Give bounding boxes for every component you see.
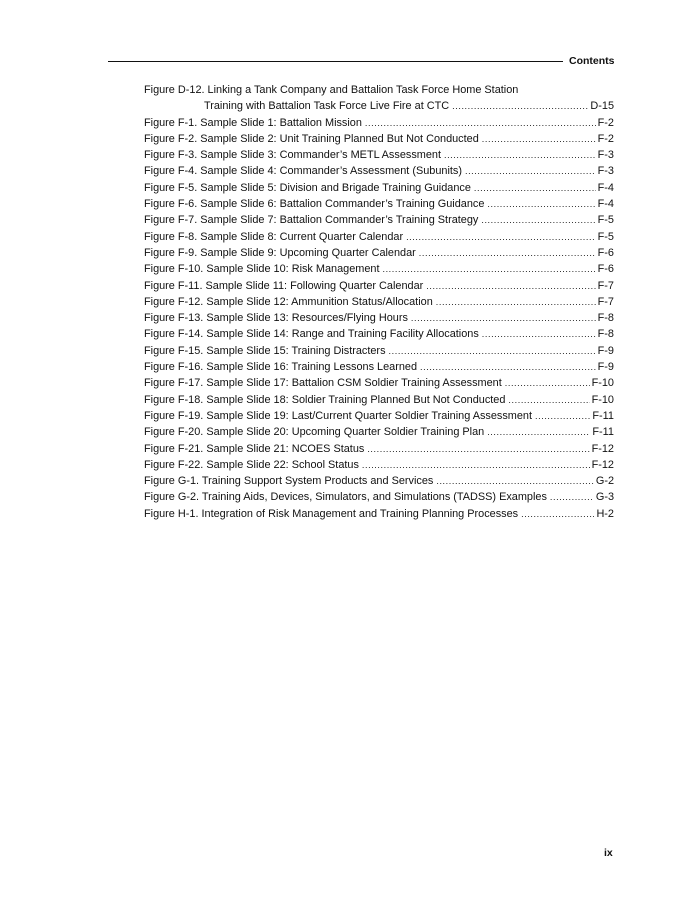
toc-entry-title: Figure F-3. Sample Slide 3: Commander’s METL Assessment (144, 149, 441, 162)
dot-leader (382, 261, 595, 277)
dot-leader (389, 343, 596, 359)
dot-leader (487, 424, 590, 440)
toc-entry-title: Figure F-15. Sample Slide 15: Training Distracters (144, 344, 386, 357)
list-of-figures (144, 82, 614, 522)
toc-entry-page: F-8 (597, 312, 614, 325)
toc-entry-title: Figure F-2. Sample Slide 2: Unit Training Planned But Not Conducted (144, 132, 479, 145)
toc-entry-title: Figure F-5. Sample Slide 5: Division and Brigade Training Guidance (144, 181, 471, 194)
toc-entry-page: F-3 (597, 149, 614, 162)
dot-leader (426, 278, 595, 294)
toc-entry-page: F-4 (597, 198, 614, 211)
dot-leader (505, 375, 590, 391)
toc-entry-title: Figure F-16. Sample Slide 16: Training Lessons Learned (144, 361, 418, 374)
toc-entry[interactable] (144, 408, 614, 424)
toc-entry-title: Training with Battalion Task Force Live Fire at CTC (204, 100, 450, 113)
toc-entry[interactable] (144, 229, 614, 245)
toc-entry[interactable] (144, 310, 614, 326)
toc-entry-page: F-6 (597, 263, 614, 276)
toc-entry-page: F-9 (597, 361, 614, 374)
toc-entry-title: Figure F-20. Sample Slide 20: Upcoming Quarter Soldier Training Plan (144, 426, 485, 439)
toc-entry-title: Figure F-18. Sample Slide 18: Soldier Training Planned But Not Conducted (144, 393, 506, 406)
toc-entry[interactable] (144, 212, 614, 228)
toc-entry-page: D-15 (590, 100, 614, 113)
toc-entry-title: Figure F-13. Sample Slide 13: Resources/Flying Hours (144, 312, 408, 325)
toc-entry-page: F-2 (597, 116, 614, 129)
toc-entry-page: F-10 (591, 393, 614, 406)
toc-entry-title: Figure F-22. Sample Slide 22: School Status (144, 458, 359, 471)
dot-leader (465, 163, 596, 179)
dot-leader (481, 212, 595, 228)
toc-entry[interactable] (144, 375, 614, 391)
toc-entry-page: F-7 (597, 295, 614, 308)
toc-entry-page: H-2 (596, 507, 614, 520)
toc-entry-page: F-11 (592, 426, 614, 439)
dot-leader (550, 489, 594, 505)
toc-entry-page: F-6 (597, 246, 614, 259)
toc-entry-title: Figure D-12. Linking a Tank Company and Battalion Task Force Home Station (144, 84, 519, 96)
toc-entry-title: Figure F-7. Sample Slide 7: Battalion Commander’s Training Strategy (144, 214, 479, 227)
toc-entry-title: Figure F-12. Sample Slide 12: Ammunition Status/Allocation (144, 295, 433, 308)
toc-entry-title: Figure F-8. Sample Slide 8: Current Quarter Calendar (144, 230, 404, 243)
toc-entry-page: F-12 (591, 458, 614, 471)
toc-entry-page: F-3 (597, 165, 614, 178)
toc-entry[interactable] (144, 343, 614, 359)
dot-leader (508, 392, 589, 408)
toc-entry[interactable] (144, 245, 614, 261)
toc-entry-page: F-9 (597, 344, 614, 357)
toc-entry-title: Figure F-10. Sample Slide 10: Risk Management (144, 263, 380, 276)
toc-entry[interactable] (144, 457, 614, 473)
toc-entry-title: Figure F-4. Sample Slide 4: Commander’s Assessment (Subunits) (144, 165, 462, 178)
running-header-title: Contents (569, 55, 615, 67)
toc-entry-title: Figure G-1. Training Support System Products and Services (144, 475, 434, 488)
toc-entry-page: F-5 (597, 230, 614, 243)
toc-entry[interactable] (144, 180, 614, 196)
toc-entry-title: Figure F-19. Sample Slide 19: Last/Current Quarter Soldier Training Assessment (144, 409, 533, 422)
toc-entry-page: F-8 (597, 328, 614, 341)
toc-entry-title: Figure F-11. Sample Slide 11: Following Quarter Calendar (144, 279, 424, 292)
dot-leader (411, 310, 596, 326)
dot-leader (444, 147, 596, 163)
header-rule (108, 61, 563, 62)
toc-entry-page: F-12 (591, 442, 614, 455)
dot-leader (521, 506, 594, 522)
dot-leader (406, 229, 596, 245)
toc-entry-title: Figure F-21. Sample Slide 21: NCOES Status (144, 442, 365, 455)
toc-entry-page: F-7 (597, 279, 614, 292)
toc-entry[interactable] (144, 278, 614, 294)
dot-leader (436, 294, 596, 310)
toc-entry[interactable] (144, 261, 614, 277)
dot-leader (436, 473, 594, 489)
dot-leader (535, 408, 590, 424)
toc-entry[interactable] (144, 489, 614, 505)
dot-leader (482, 326, 596, 342)
dot-leader (365, 115, 596, 131)
toc-entry-page: G-2 (595, 475, 614, 488)
toc-entry-d12-line1[interactable] (144, 82, 614, 98)
toc-entry-page: F-5 (597, 214, 614, 227)
toc-entry[interactable] (144, 506, 614, 522)
toc-entry[interactable] (144, 441, 614, 457)
toc-entry[interactable] (144, 294, 614, 310)
dot-leader (487, 196, 595, 212)
toc-entry[interactable] (144, 196, 614, 212)
toc-entry-page: F-10 (591, 377, 614, 390)
toc-entry[interactable] (144, 131, 614, 147)
dot-leader (419, 245, 596, 261)
toc-entry-title: Figure F-6. Sample Slide 6: Battalion Commander’s Training Guidance (144, 198, 485, 211)
toc-entry-title: Figure H-1. Integration of Risk Management and Training Planning Processes (144, 507, 519, 520)
toc-entry-page: F-11 (592, 409, 614, 422)
toc-entry[interactable] (144, 147, 614, 163)
page-number: ix (604, 847, 613, 859)
toc-entry-page: G-3 (595, 491, 614, 504)
toc-entry[interactable] (144, 115, 614, 131)
toc-entry-page: F-2 (597, 132, 614, 145)
toc-entry[interactable] (144, 359, 614, 375)
toc-entry-title: Figure F-9. Sample Slide 9: Upcoming Quarter Calendar (144, 246, 416, 259)
toc-entry[interactable] (144, 473, 614, 489)
toc-entry-title: Figure F-14. Sample Slide 14: Range and Training Facility Allocations (144, 328, 479, 341)
toc-entry[interactable] (144, 392, 614, 408)
toc-entry[interactable] (144, 424, 614, 440)
toc-entry-title: Figure G-2. Training Aids, Devices, Simulators, and Simulations (TADSS) Examples (144, 491, 547, 504)
toc-entry-title: Figure F-1. Sample Slide 1: Battalion Mission (144, 116, 362, 129)
dot-leader (474, 180, 596, 196)
toc-entry[interactable] (144, 326, 614, 342)
dot-leader (482, 131, 596, 147)
toc-entry-d12-line2[interactable] (144, 98, 614, 114)
dot-leader (367, 441, 589, 457)
dot-leader (420, 359, 596, 375)
toc-entry-page: F-4 (597, 181, 614, 194)
toc-entry-title: Figure F-17. Sample Slide 17: Battalion CSM Soldier Training Assessment (144, 377, 502, 390)
dot-leader (362, 457, 590, 473)
toc-entry[interactable] (144, 163, 614, 179)
dot-leader (452, 98, 588, 114)
